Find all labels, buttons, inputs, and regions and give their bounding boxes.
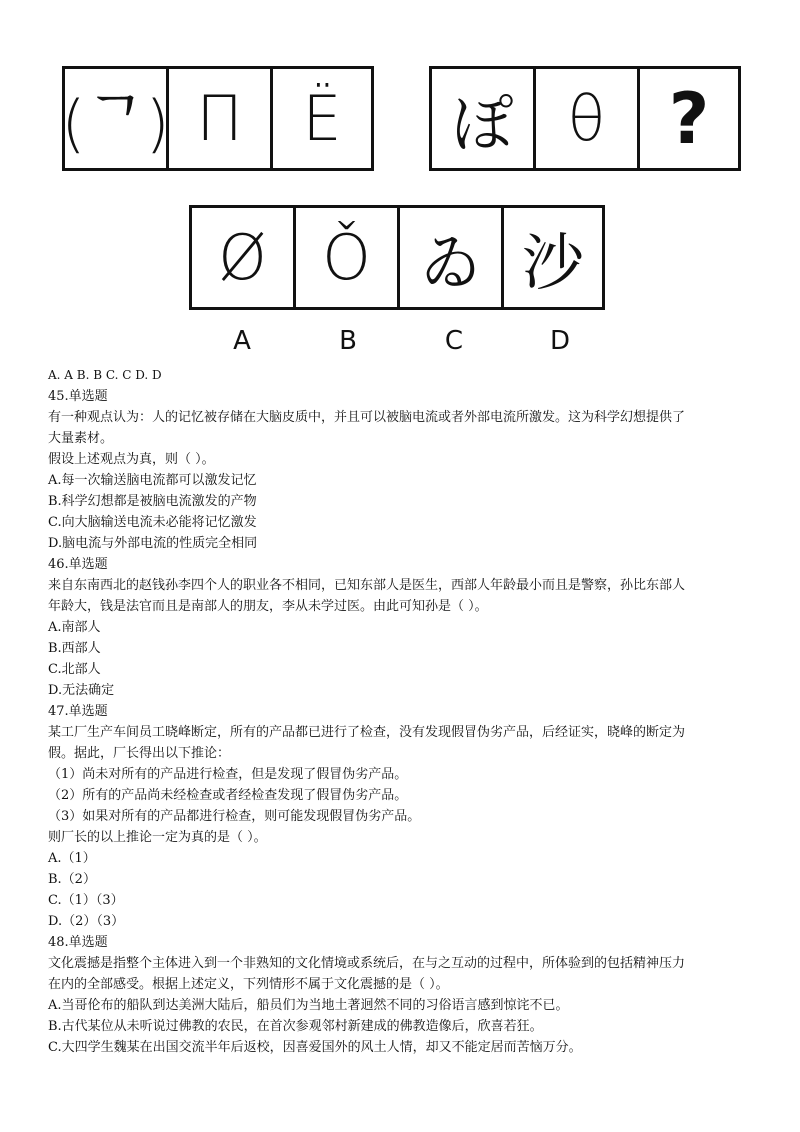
option-label-c: C bbox=[444, 326, 464, 356]
option-b: B.（2） bbox=[48, 872, 96, 887]
question-stem: 来自东南西北的赵钱孙李四个人的职业各不相同，已知东部人是医生，西部人年龄最小而且是警察，孙比东部人 bbox=[48, 578, 686, 593]
figure-cell: Π bbox=[166, 66, 270, 171]
figure-row-1 bbox=[62, 66, 374, 171]
question-mark-cell: ? bbox=[637, 66, 741, 171]
option-c: C.大四学生魏某在出国交流半年后返校，因喜爱国外的风土人情，却又不能定居而苦恼万分。 bbox=[48, 1040, 582, 1055]
question-number-48: 48.单选题 bbox=[48, 935, 108, 950]
figure-cell: θ bbox=[533, 66, 637, 171]
question-stem: 某工厂生产车间员工晓峰断定，所有的产品都已进行了检查，没有发现假冒伪劣产品，后经证实，晓峰的断定为 bbox=[48, 725, 686, 740]
option-figure-c: ゐ bbox=[397, 205, 501, 310]
question-text bbox=[48, 365, 748, 1058]
option-a: A.当哥伦布的船队到达美洲大陆后，船员们为当地土著迥然不同的习俗语言感到惊诧不已。 bbox=[48, 998, 569, 1013]
question-number-46: 46.单选题 bbox=[48, 557, 108, 572]
statement-3: （3）如果对所有的产品都进行检查，则可能发现假冒伪劣产品。 bbox=[48, 809, 421, 824]
option-b: B.科学幻想都是被脑电流激发的产物 bbox=[48, 494, 257, 509]
question-stem: 大量素材。 bbox=[48, 431, 114, 446]
option-b: B.西部人 bbox=[48, 641, 101, 656]
question-stem: 假。据此，厂长得出以下推论： bbox=[48, 746, 231, 761]
question-stem: 假设上述观点为真，则（ ）。 bbox=[48, 452, 215, 467]
option-c: C.北部人 bbox=[48, 662, 101, 677]
option-a: A.（1） bbox=[48, 851, 96, 866]
question-number-45: 45.单选题 bbox=[48, 389, 108, 404]
option-c: C.向大脑输送电流未必能将记忆激发 bbox=[48, 515, 257, 530]
figure-cell: Ë bbox=[270, 66, 374, 171]
question-number-47: 47.单选题 bbox=[48, 704, 108, 719]
option-figure-a: Ø bbox=[189, 205, 293, 310]
option-d: D.无法确定 bbox=[48, 683, 115, 698]
figure-cell: ぽ bbox=[429, 66, 533, 171]
statement-1: （1）尚未对所有的产品进行检查，但是发现了假冒伪劣产品。 bbox=[48, 767, 408, 782]
option-figure-b: Ǒ bbox=[293, 205, 397, 310]
option-labels bbox=[189, 326, 613, 356]
question-stem: 在内的全部感受。根据上述定义，下列情形不属于文化震撼的是（ ）。 bbox=[48, 977, 449, 992]
question-stem: 文化震撼是指整个主体进入到一个非熟知的文化情境或系统后，在与之互动的过程中，所体验到的包括精神压力 bbox=[48, 956, 686, 971]
answer-options-line: A. A B. B C. C D. D bbox=[48, 368, 162, 382]
statement-2: （2）所有的产品尚未经检查或者经检查发现了假冒伪劣产品。 bbox=[48, 788, 408, 803]
question-stem: 则厂长的以上推论一定为真的是（ ）。 bbox=[48, 830, 267, 845]
question-stem: 年龄大，钱是法官而且是南部人的朋友，李从未学过医。由此可知孙是（ ）。 bbox=[48, 599, 488, 614]
option-figure-d: 沙 bbox=[501, 205, 605, 310]
question-stem: 有一种观点认为：人的记忆被存储在大脑皮质中，并且可以被脑电流或者外部电流所激发。这为科学幻想提供了 bbox=[48, 410, 686, 425]
figure-options-row bbox=[189, 205, 605, 310]
figure-cell: (ᄀ) bbox=[62, 66, 166, 171]
option-b: B.古代某位从未听说过佛教的农民，在首次参观邻村新建成的佛教造像后，欣喜若狂。 bbox=[48, 1019, 543, 1034]
option-a: A.南部人 bbox=[48, 620, 101, 635]
option-d: D.脑电流与外部电流的性质完全相同 bbox=[48, 536, 258, 551]
figure-row-2 bbox=[429, 66, 741, 171]
option-label-d: D bbox=[549, 326, 571, 356]
option-d: D.（2）（3） bbox=[48, 914, 125, 929]
option-a: A.每一次输送脑电流都可以激发记忆 bbox=[48, 473, 257, 488]
option-label-a: A bbox=[233, 326, 251, 356]
option-label-b: B bbox=[339, 326, 357, 356]
option-c: C.（1）（3） bbox=[48, 893, 124, 908]
